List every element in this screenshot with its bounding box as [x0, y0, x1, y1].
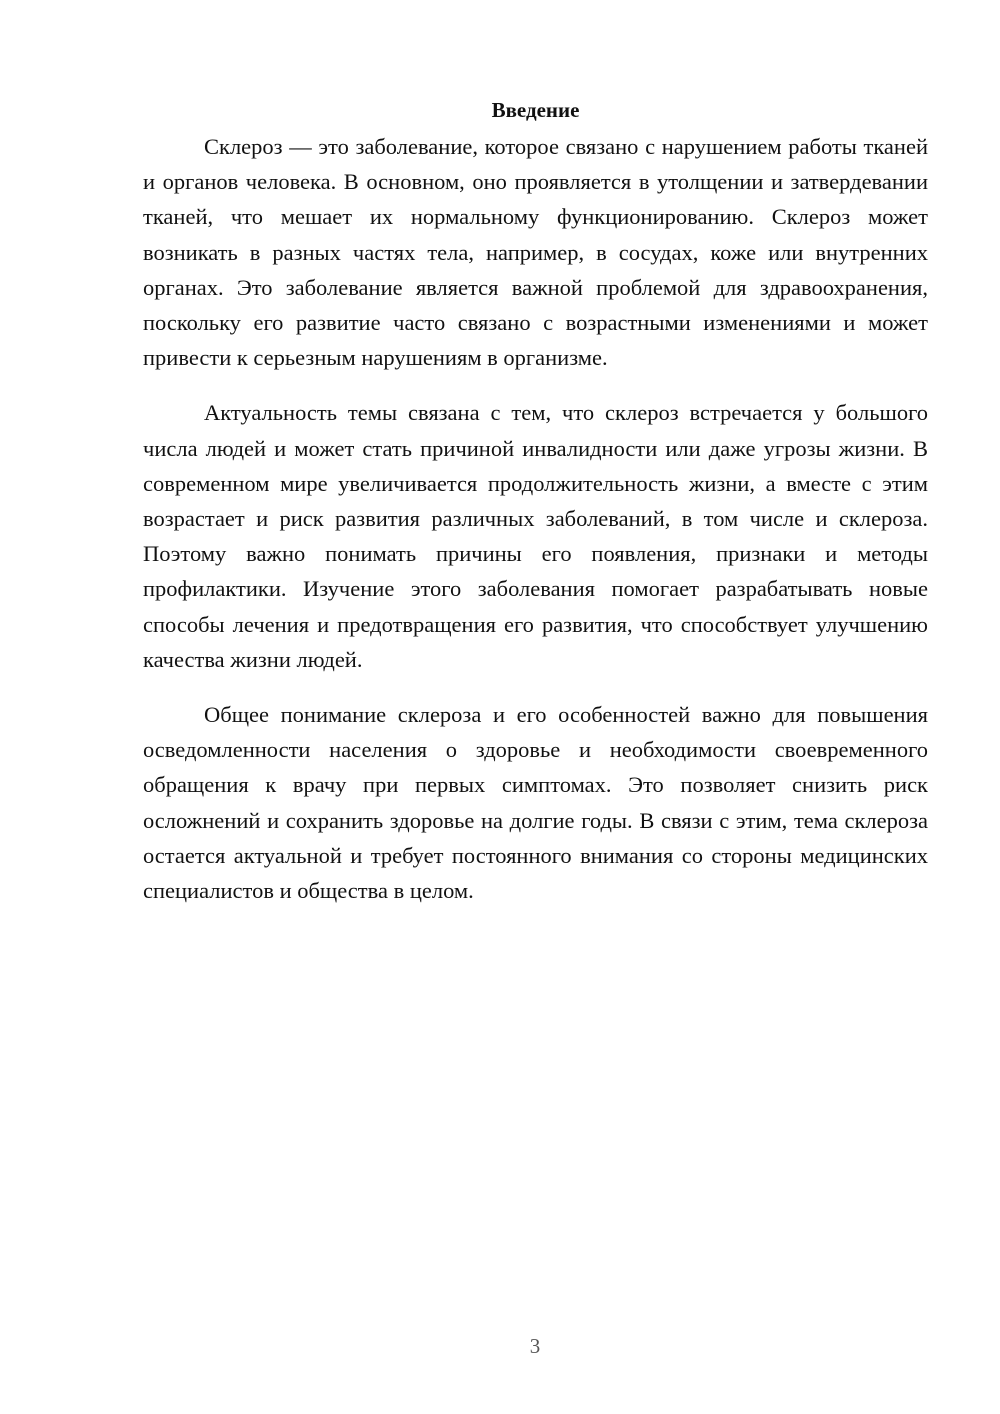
section-title: Введение — [491, 98, 580, 122]
paragraph-awareness: Общее понимание склероза и его особенностей важно для повышения осведомленности населения о здоровье и необходимости своевременного обращения к врачу при первых симптомах. Это позволяет снизить риск осложнений и сохранить здоровье на долгие годы. В связи с этим, тема склероза остается актуальной и требует постоянного внимания со стороны медицинских специалистов и общества в целом. — [143, 702, 928, 904]
page-content — [143, 95, 928, 928]
paragraph-definition: Склероз — это заболевание, которое связано с нарушением работы тканей и органов человека. В основном, оно проявляется в утолщении и затвердевании тканей, что мешает их нормальному функционированию. Склероз может возникать в разных частях тела, например, в сосудах, коже или внутренних органах. Это заболевание является важной проблемой для здравоохранения, поскольку его развитие часто связано с возрастными изменениями и может привести к серьезным нарушениям в организме. — [143, 134, 928, 371]
paragraph-relevance: Актуальность темы связана с тем, что склероз встречается у большого числа людей и может стать причиной инвалидности или даже угрозы жизни. В современном мире увеличивается продолжительность жизни, а вместе с этим возрастает и риск развития различных заболеваний, в том числе и склероза. Поэтому важно понимать причины его появления, признаки и методы профилактики. Изучение этого заболевания помогает разрабатывать новые способы лечения и предотвращения его развития, что способствует улучшению качества жизни людей. — [143, 400, 928, 672]
page-number: 3 — [529, 1334, 541, 1358]
